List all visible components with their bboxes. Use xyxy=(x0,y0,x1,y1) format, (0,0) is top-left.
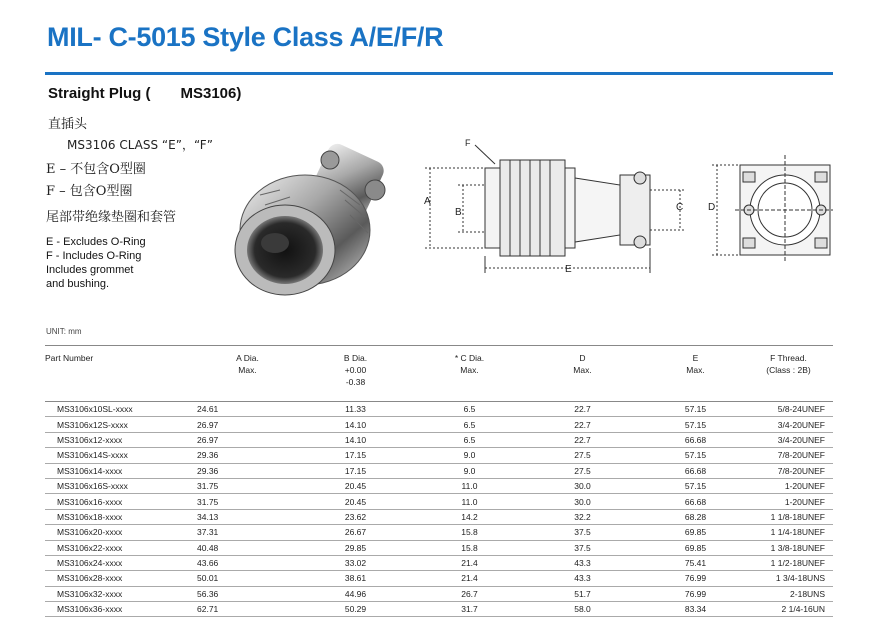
cn-title: 直插头 xyxy=(48,117,88,132)
table-cell: MS3106x24-xxxx xyxy=(45,555,185,570)
note-f: F - Includes O-Ring xyxy=(46,250,142,262)
table-cell: 29.85 xyxy=(298,540,413,555)
table-cell: MS3106x36-xxxx xyxy=(45,602,185,617)
table-cell: 17.15 xyxy=(298,463,413,478)
table-cell: 14.10 xyxy=(298,432,413,447)
table-row xyxy=(45,432,833,447)
table-cell: 1 3/4-18UNS xyxy=(752,571,833,586)
table-row xyxy=(45,571,833,586)
table-cell: 21.4 xyxy=(413,555,526,570)
note-grommet: Includes grommet xyxy=(46,264,134,276)
table-cell: 26.97 xyxy=(185,417,298,432)
table-cell: 6.5 xyxy=(413,417,526,432)
table-cell: 30.0 xyxy=(526,478,639,493)
table-cell: 6.5 xyxy=(413,402,526,417)
table-cell: 29.36 xyxy=(185,463,298,478)
table-cell: 17.15 xyxy=(298,448,413,463)
column-header xyxy=(752,346,833,402)
table-cell: MS3106x22-xxxx xyxy=(45,540,185,555)
table-cell: 31.75 xyxy=(185,478,298,493)
table-cell: 26.7 xyxy=(413,586,526,601)
table-cell: 50.29 xyxy=(298,602,413,617)
table-cell: 1 3/8-18UNEF xyxy=(752,540,833,555)
table-cell: 1 1/2-18UNEF xyxy=(752,555,833,570)
table-cell: 1-20UNEF xyxy=(752,494,833,509)
table-cell: 5/8-24UNEF xyxy=(752,402,833,417)
table-cell: 32.2 xyxy=(526,509,639,524)
table-cell: 26.97 xyxy=(185,432,298,447)
table-cell: 26.67 xyxy=(298,525,413,540)
table-cell: 43.66 xyxy=(185,555,298,570)
table-cell: 20.45 xyxy=(298,494,413,509)
cn-e-desc: E – 不包含O型圈 xyxy=(46,162,146,177)
table-cell: MS3106x18-xxxx xyxy=(45,509,185,524)
table-cell: 38.61 xyxy=(298,571,413,586)
table-cell: 9.0 xyxy=(413,463,526,478)
table-cell: 57.15 xyxy=(639,402,752,417)
page-title: MIL- C-5015 Style Class A/E/F/R xyxy=(47,22,444,52)
column-header-line: E xyxy=(692,353,699,363)
table-cell: 22.7 xyxy=(526,402,639,417)
table-cell: 20.45 xyxy=(298,478,413,493)
table-cell: 40.48 xyxy=(185,540,298,555)
column-header-line: Max. xyxy=(573,365,592,375)
table-cell: 57.15 xyxy=(639,448,752,463)
table-cell: 1 1/4-18UNEF xyxy=(752,525,833,540)
table-cell: 57.15 xyxy=(639,478,752,493)
table-cell: 3/4-20UNEF xyxy=(752,432,833,447)
table-cell: 22.7 xyxy=(526,432,639,447)
column-header-line: Part Number xyxy=(45,353,94,363)
table-cell: 43.3 xyxy=(526,555,639,570)
table-row xyxy=(45,494,833,509)
table-row xyxy=(45,555,833,570)
table-cell: 37.5 xyxy=(526,540,639,555)
table-cell: 11.0 xyxy=(413,478,526,493)
table-cell: 44.96 xyxy=(298,586,413,601)
column-header-line: F Thread. xyxy=(770,353,807,363)
table-row xyxy=(45,509,833,524)
table-cell: 58.0 xyxy=(526,602,639,617)
label-A: A xyxy=(424,196,431,207)
spec-table xyxy=(45,345,833,617)
table-cell: 69.85 xyxy=(639,540,752,555)
column-header xyxy=(185,346,298,402)
label-D: D xyxy=(708,202,716,213)
table-cell: 11.0 xyxy=(413,494,526,509)
table-cell: 29.36 xyxy=(185,448,298,463)
table-cell: 3/4-20UNEF xyxy=(752,417,833,432)
table-cell: MS3106x16-xxxx xyxy=(45,494,185,509)
column-header xyxy=(298,346,413,402)
connector-photo xyxy=(220,135,405,305)
table-row xyxy=(45,448,833,463)
table-cell: 83.34 xyxy=(639,602,752,617)
table-cell: 14.10 xyxy=(298,417,413,432)
table-cell: 2 1/4-16UN xyxy=(752,602,833,617)
table-cell: MS3106x10SL-xxxx xyxy=(45,402,185,417)
label-F: F xyxy=(465,138,471,148)
table-cell: 14.2 xyxy=(413,509,526,524)
table-row xyxy=(45,586,833,601)
table-cell: 27.5 xyxy=(526,463,639,478)
column-header-line: Max. xyxy=(686,365,705,375)
table-cell: 30.0 xyxy=(526,494,639,509)
table-cell: 31.75 xyxy=(185,494,298,509)
table-cell: 24.61 xyxy=(185,402,298,417)
table-cell: MS3106x14S-xxxx xyxy=(45,448,185,463)
label-E: E xyxy=(565,264,572,275)
table-cell: 68.28 xyxy=(639,509,752,524)
table-cell: MS3106x16S-xxxx xyxy=(45,478,185,493)
table-cell: 11.33 xyxy=(298,402,413,417)
table-cell: 33.02 xyxy=(298,555,413,570)
label-B: B xyxy=(455,207,462,218)
unit-label: UNIT: mm xyxy=(46,327,82,336)
table-cell: 37.31 xyxy=(185,525,298,540)
table-row xyxy=(45,525,833,540)
note-bushing: and bushing. xyxy=(46,278,109,290)
table-cell: 1-20UNEF xyxy=(752,478,833,493)
table-cell: 51.7 xyxy=(526,586,639,601)
column-header-line: * C Dia. xyxy=(454,353,485,363)
table-cell: 21.4 xyxy=(413,571,526,586)
table-cell: 66.68 xyxy=(639,463,752,478)
column-header-line: A Dia. xyxy=(236,353,259,363)
column-header xyxy=(639,346,752,402)
table-cell: 7/8-20UNEF xyxy=(752,448,833,463)
table-cell: 69.85 xyxy=(639,525,752,540)
table-row xyxy=(45,478,833,493)
table-cell: 56.36 xyxy=(185,586,298,601)
table-cell: MS3106x28-xxxx xyxy=(45,571,185,586)
cn-f-desc: F – 包含O型圈 xyxy=(46,184,133,199)
cn-class: MS3106 CLASS “E”，“F” xyxy=(67,138,213,152)
column-header-line: Max. xyxy=(238,365,257,375)
column-header xyxy=(413,346,526,402)
table-body xyxy=(45,402,833,617)
column-header-line: Max. xyxy=(460,365,479,375)
table-cell: MS3106x14-xxxx xyxy=(45,463,185,478)
column-header xyxy=(45,346,185,402)
subtitle-part2: MS3106) xyxy=(180,85,242,102)
column-header xyxy=(526,346,639,402)
table-cell: 23.62 xyxy=(298,509,413,524)
table-cell: MS3106x32-xxxx xyxy=(45,586,185,601)
section-subtitle xyxy=(48,85,241,102)
cn-tail-desc: 尾部带绝缘垫圈和套管 xyxy=(46,210,177,225)
column-header-line: -0.38 xyxy=(345,377,366,387)
table-cell: 34.13 xyxy=(185,509,298,524)
end-view-drawing xyxy=(700,150,835,265)
table-cell: 27.5 xyxy=(526,448,639,463)
table-row xyxy=(45,463,833,478)
table-cell: 6.5 xyxy=(413,432,526,447)
table-cell: 37.5 xyxy=(526,525,639,540)
table-cell: 50.01 xyxy=(185,571,298,586)
table-cell: 31.7 xyxy=(413,602,526,617)
column-header-line: +0.00 xyxy=(344,365,367,375)
table-cell: 62.71 xyxy=(185,602,298,617)
table-cell: MS3106x12-xxxx xyxy=(45,432,185,447)
column-header-line: D xyxy=(579,353,586,363)
table-cell: 66.68 xyxy=(639,494,752,509)
table-header-row xyxy=(45,346,833,402)
table-row xyxy=(45,417,833,432)
table-cell: 66.68 xyxy=(639,432,752,447)
table-cell: MS3106x12S-xxxx xyxy=(45,417,185,432)
english-notes xyxy=(46,235,146,291)
table-cell: 7/8-20UNEF xyxy=(752,463,833,478)
table-cell: 15.8 xyxy=(413,540,526,555)
table-cell: 43.3 xyxy=(526,571,639,586)
table-cell: 2-18UNS xyxy=(752,586,833,601)
table-cell: 57.15 xyxy=(639,417,752,432)
title-divider xyxy=(45,72,833,75)
table-row xyxy=(45,402,833,417)
table-cell: 15.8 xyxy=(413,525,526,540)
table-cell: 9.0 xyxy=(413,448,526,463)
table-cell: 22.7 xyxy=(526,417,639,432)
subtitle-part1: Straight Plug ( xyxy=(48,85,151,102)
table-cell: MS3106x20-xxxx xyxy=(45,525,185,540)
table-cell: 1 1/8-18UNEF xyxy=(752,509,833,524)
label-C: C xyxy=(676,202,684,213)
table-row xyxy=(45,540,833,555)
table-cell: 75.41 xyxy=(639,555,752,570)
table-cell: 76.99 xyxy=(639,586,752,601)
table-row xyxy=(45,602,833,617)
column-header-line: B Dia. xyxy=(343,353,368,363)
side-dimension-drawing xyxy=(415,130,690,280)
column-header-line: (Class : 2B) xyxy=(766,365,811,375)
table-cell: 76.99 xyxy=(639,571,752,586)
note-e: E - Excludes O-Ring xyxy=(46,236,146,248)
